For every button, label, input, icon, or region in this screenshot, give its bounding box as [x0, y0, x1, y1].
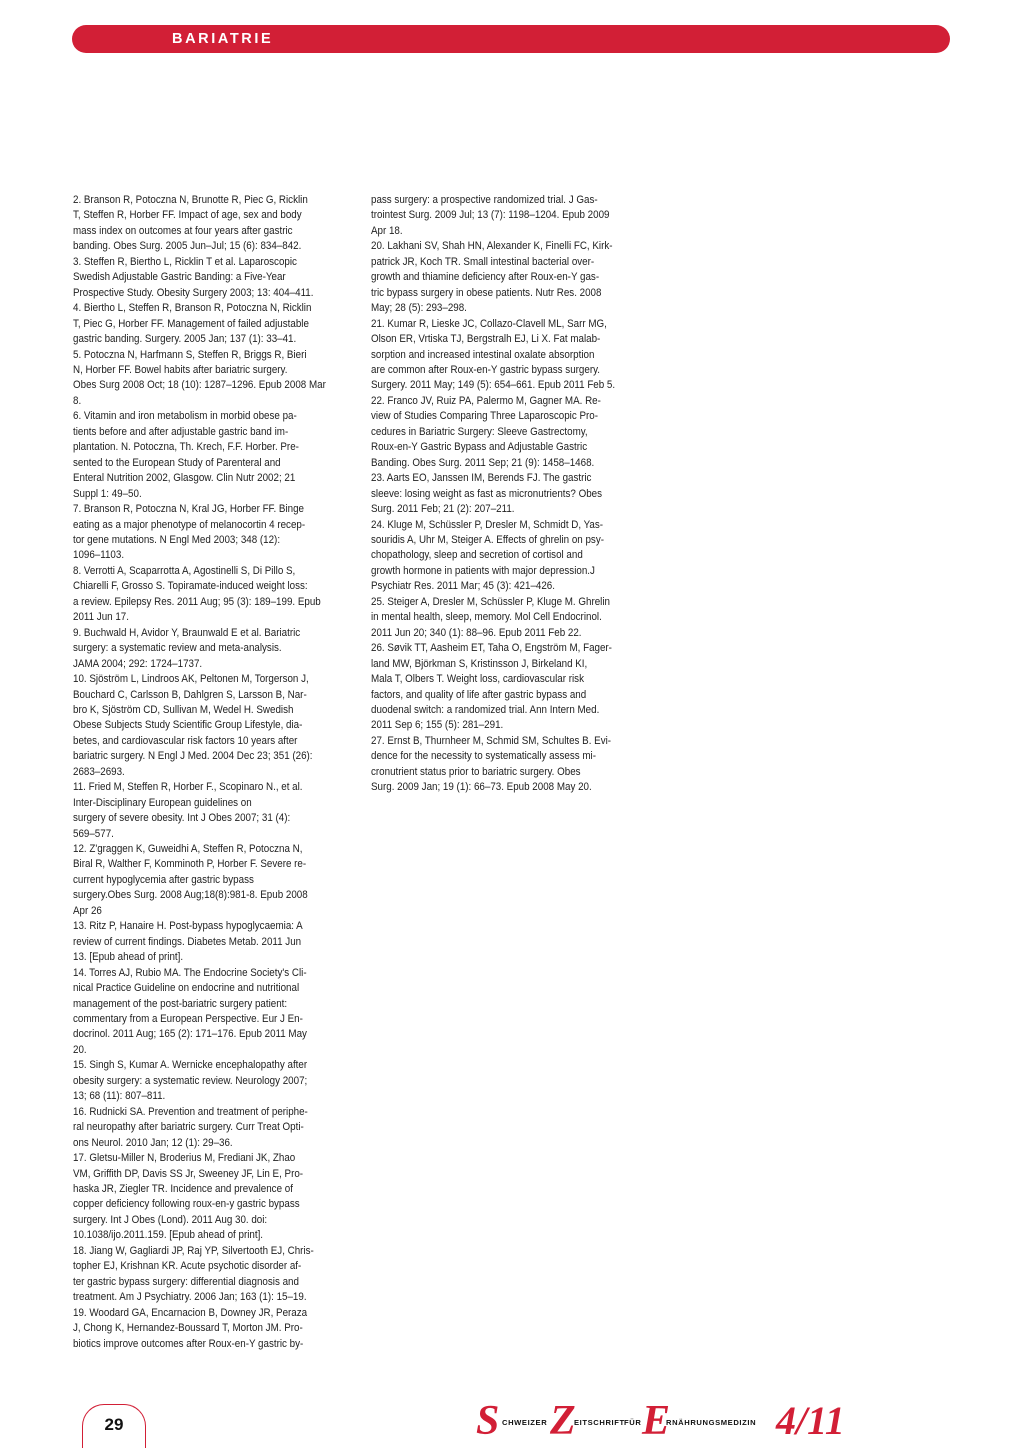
reference-item: 18. Jiang W, Gagliardi JP, Raj YP, Silvertooth EJ, Chris- topher EJ, Krishnan KR. Acute psychotic disorder af- ter gastric bypass surgery: differential diagnosis and treatment. Am J Psychiatry. 2006 Jan; 163 (1): 15–19. [73, 1244, 314, 1304]
journal-word-ernaehrungsmedizin: RNÄHRUNGSMEDIZIN [666, 1418, 757, 1427]
reference-item: 8. Verrotti A, Scaparrotta A, Agostinelli S, Di Pillo S, Chiarelli F, Grosso S. Topiramate-induced weight loss: a review. Epilepsy Res. 2011 Aug; 95 (3): 189–199. Epub 2011 Jun 17. [73, 564, 321, 624]
reference-item: 2. Branson R, Potoczna N, Brunotte R, Piec G, Ricklin T, Steffen R, Horber FF. Impact of age, sex and body mass index on outcomes at four years after gastric banding. Obes Surg. 2005 Jun–Jul; 15 (6): 834–842. [73, 194, 308, 253]
journal-issue: 4/11 [776, 1398, 845, 1443]
reference-item: 22. Franco JV, Ruiz PA, Palermo M, Gagner MA. Re- view of Studies Comparing Three Laparoscopic Pro- cedures in Bariatric Surgery: Sleeve Gastrectomy, Roux-en-Y Gastric Bypass and Adjustable Gastric Banding. Obes Surg. 2011 Sep; 21 (9): 1458–1468. [371, 394, 601, 469]
reference-item: 17. Gletsu-Miller N, Broderius M, Frediani JK, Zhao VM, Griffith DP, Davis SS Jr, Sweeney JF, Lin E, Pro- haska JR, Ziegler TR. Incidence and prevalence of copper deficiency following roux-en-y gastric bypass surgery. Int J Obes (Lond). 2011 Aug 30. doi: 10.1038/ijo.2011.159. [Epub ahead of print]. [73, 1152, 304, 1242]
reference-item: 21. Kumar R, Lieske JC, Collazo-Clavell ML, Sarr MG, Olson ER, Vrtiska TJ, Bergstralh EJ, Li X. Fat malab- sorption and increased intestinal oxalate absorption are common after Roux-en-Y gastric bypass surgery. Surgery. 2011 May; 149 (5): 654–661. Epub 2011 Feb 5. [371, 317, 616, 392]
reference-item: 27. Ernst B, Thurnheer M, Schmid SM, Schultes B. Evi- dence for the necessity to systematically assess mi- cronutrient status prior to bariatric surgery. Obes Surg. 2009 Jan; 19 (1): 66–73. Epub 2008 May 20. [371, 734, 612, 794]
reference-item: 7. Branson R, Potoczna N, Kral JG, Horber FF. Binge eating as a major phenotype of melanocortin 4 recep- tor gene mutations. N Engl Med 2003; 348 (12): 1096–1103. [73, 503, 306, 562]
page-number-badge [82, 1404, 146, 1448]
journal-letter-z: Z [550, 1398, 576, 1444]
reference-item: 4. Biertho L, Steffen R, Branson R, Potoczna N, Ricklin T, Piec G, Horber FF. Management of failed adjustable gastric banding. Surgery. 2005 Jan; 137 (1): 33–41. [73, 302, 312, 346]
section-title: BARIATRIE [172, 31, 274, 47]
journal-letter-e: E [642, 1398, 671, 1444]
reference-item: 24. Kluge M, Schüssler P, Dresler M, Schmidt D, Yas- souridis A, Uhr M, Steiger A. Effects of ghrelin on psy- chopathology, sleep and secretion of cortisol and growth hormone in patients with major depression.J Psychiatr Res. 2011 Mar; 45 (3): 421–426. [371, 518, 604, 593]
reference-item: 20. Lakhani SV, Shah HN, Alexander K, Finelli FC, Kirk- patrick JR, Koch TR. Small intestinal bacterial over- growth and thiamine deficiency after Roux-en-Y gas- tric bypass surgery in obese patients. Nutr Res. 2008 May; 28 (5): 293–298. [371, 240, 613, 315]
reference-item: 10. Sjöström L, Lindroos AK, Peltonen M, Torgerson J, Bouchard C, Carlsson B, Dahlgren S, Larsson B, Nar- bro K, Sjöström CD, Sullivan M, Wedel H. Swedish Obese Subjects Study Scientific Group Lifestyle, dia- betes, and cardiovascular risk factors 10 years after bariatric surgery. N Engl J Med. 2004 Dec 23; 351 (26): 2683–2693. [73, 673, 313, 778]
journal-letter-s: S [476, 1398, 500, 1444]
reference-item: 3. Steffen R, Biertho L, Ricklin T et al. Laparoscopic Swedish Adjustable Gastric Banding: a Five-Year Prospective Study. Obesity Surgery 2003; 13: 404–411. [73, 255, 314, 299]
journal-word-zeitschrift: EITSCHRIFT [574, 1418, 625, 1427]
reference-item: 9. Buchwald H, Avidor Y, Braunwald E et al. Bariatric surgery: a systematic review and meta-analysis. JAMA 2004; 292: 1724–1737. [73, 626, 301, 670]
reference-item: 15. Singh S, Kumar A. Wernicke encephalopathy after obesity surgery: a systematic review. Neurology 2007; 13; 68 (11): 807–811. [73, 1059, 308, 1103]
reference-item: 6. Vitamin and iron metabolism in morbid obese pa- tients before and after adjustable gastric band im- plantation. N. Potoczna, Th. Krech, F.F. Horber. Pre- sented to the European Study of Parenteral and Enteral Nutrition 2002, Glasgow. Clin Nutr 2002; 21 Suppl 1: 49–50. [73, 410, 299, 500]
reference-item: 11. Fried M, Steffen R, Horber F., Scopinaro N., et al. Inter-Disciplinary European guidelines on surgery of severe obesity. Int J Obes 2007; 31 (4): 569–577. [73, 781, 303, 840]
page-number: 29 [104, 1415, 124, 1434]
journal-logo [476, 1398, 856, 1444]
journal-word-fuer: FÜR [624, 1418, 642, 1427]
reference-item: 5. Potoczna N, Harfmann S, Steffen R, Briggs R, Bieri N, Horber FF. Bowel habits after bariatric surgery. Obes Surg 2008 Oct; 18 (10): 1287–1296. Epub 2008 Mar 8. [73, 348, 326, 407]
reference-item: pass surgery: a prospective randomized trial. J Gas- trointest Surg. 2009 Jul; 13 (7): 1198–1204. Epub 2009 Apr 18. [371, 194, 610, 237]
reference-item: 14. Torres AJ, Rubio MA. The Endocrine Society's Cli- nical Practice Guideline on endocrine and nutritional management of the post-bariatric surgery patient: commentary from a European Perspective. Eur J En- docrinol. 2011 Aug; 165 (2): 171–176. Epub 2011 May 20. [73, 966, 307, 1056]
reference-item: 16. Rudnicki SA. Prevention and treatment of periphe- ral neuropathy after bariatric surgery. Curr Treat Opti- ons Neurol. 2010 Jan; 12 (1): 29–36. [73, 1105, 308, 1149]
references-column-right [371, 193, 650, 796]
reference-item: 23. Aarts EO, Janssen IM, Berends FJ. The gastric sleeve: losing weight as fast as micronutrients? Obes Surg. 2011 Feb; 21 (2): 207–211. [371, 472, 603, 516]
reference-item: 25. Steiger A, Dresler M, Schüssler P, Kluge M. Ghrelin in mental health, sleep, memory. Mol Cell Endocrinol. 2011 Jun 20; 340 (1): 88–96. Epub 2011 Feb 22. [371, 595, 610, 639]
reference-item: 26. Søvik TT, Aasheim ET, Taha O, Engström M, Fager- land MW, Björkman S, Kristinsson J, Birkeland KI, Mala T, Olbers T. Weight loss, cardiovascular risk factors, and quality of life after gastric bypass and duodenal switch: a randomized trial. Ann Intern Med. 2011 Sep 6; 155 (5): 281–291. [371, 642, 612, 732]
journal-word-schweizer: CHWEIZER [502, 1418, 548, 1427]
section-header-bar [72, 25, 950, 53]
reference-item: 12. Z'graggen K, Guweidhi A, Steffen R, Potoczna N, Biral R, Walther F, Komminoth P, Horber F. Severe re- current hypoglycemia after gastric bypass surgery.Obes Surg. 2008 Aug;18(8):981-8. Epub 2008 Apr 26 [73, 843, 308, 917]
references-column-left [73, 193, 352, 1352]
reference-item: 19. Woodard GA, Encarnacion B, Downey JR, Peraza J, Chong K, Hernandez-Boussard T, Morton JM. Pro- biotics improve outcomes after Roux-en-Y gastric by- [73, 1306, 308, 1350]
reference-item: 13. Ritz P, Hanaire H. Post-bypass hypoglycaemia: A review of current findings. Diabetes Metab. 2011 Jun 13. [Epub ahead of print]. [73, 920, 303, 964]
